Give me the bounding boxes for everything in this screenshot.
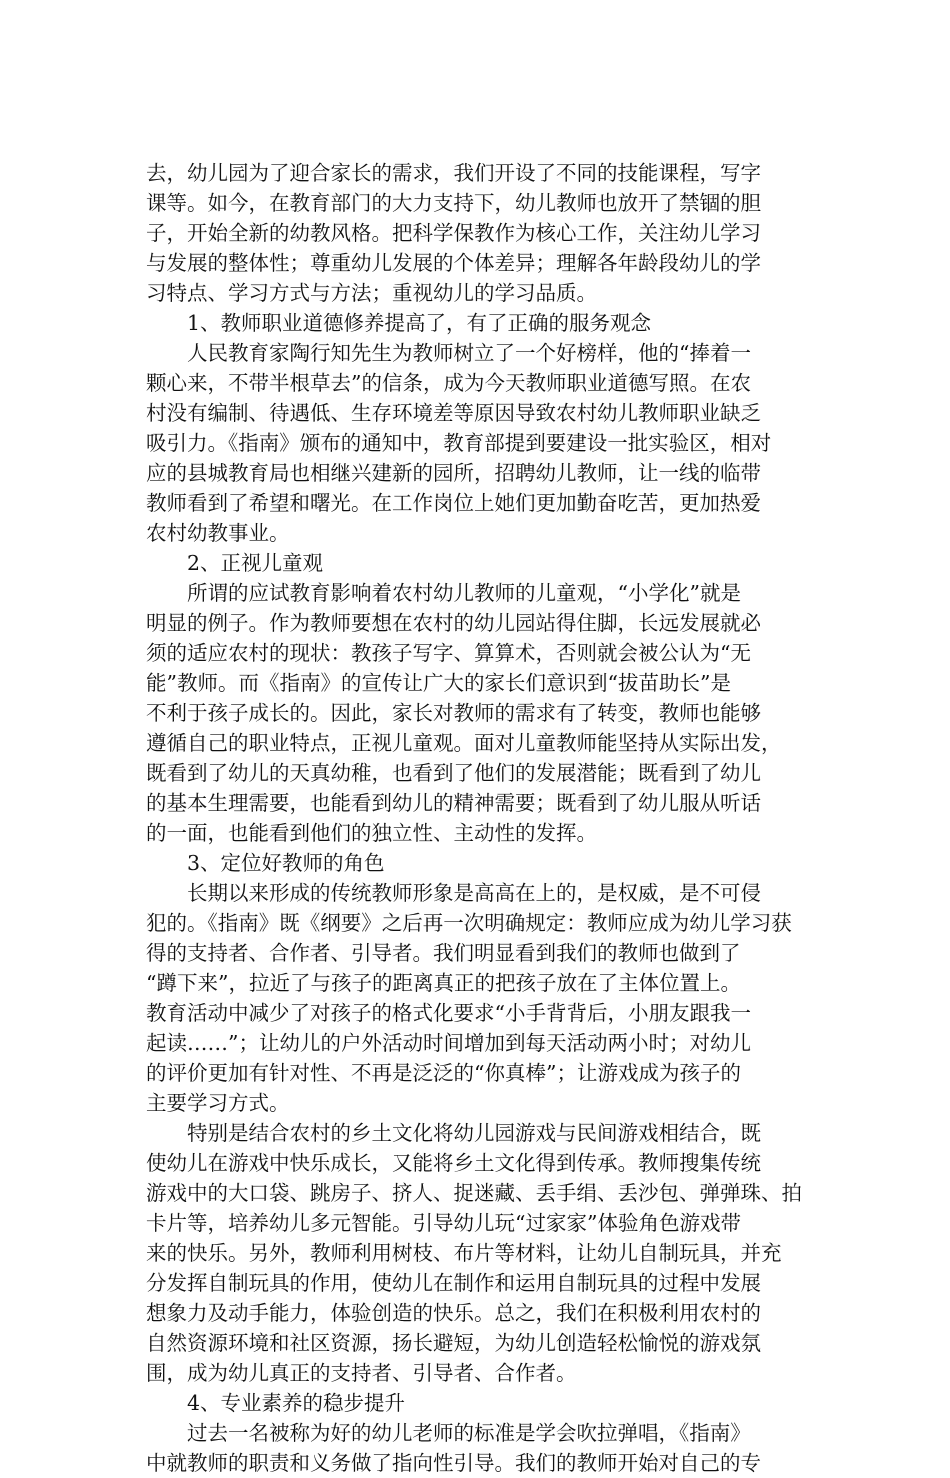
text-line: 不利于孩子成长的。因此，家长对教师的需求有了转变，教师也能够 [146, 701, 761, 725]
text-line: 围，成为幼儿真正的支持者、引导者、合作者。 [146, 1361, 577, 1385]
text-line: 主要学习方式。 [146, 1091, 290, 1115]
text-line: 中就教师的职责和义务做了指向性引导。我们的教师开始对自己的专 [146, 1451, 761, 1475]
paragraph-start-line: 2、正视儿童观 [187, 551, 324, 575]
document-body [146, 158, 806, 1478]
text-line: 与发展的整体性；尊重幼儿发展的个体差异；理解各年龄段幼儿的学 [146, 251, 761, 275]
text-line: 自然资源环境和社区资源，扬长避短，为幼儿创造轻松愉悦的游戏氛 [146, 1331, 761, 1355]
text-line: 分发挥自制玩具的作用，使幼儿在制作和运用自制玩具的过程中发展 [146, 1271, 761, 1295]
text-line: 去，幼儿园为了迎合家长的需求，我们开设了不同的技能课程，写字 [146, 161, 761, 185]
text-line: 习特点、学习方式与方法；重视幼儿的学习品质。 [146, 281, 597, 305]
text-line: 教育活动中减少了对孩子的格式化要求“小手背背后，小朋友跟我一 [146, 1001, 751, 1025]
paragraph-start-line: 长期以来形成的传统教师形象是高高在上的，是权威，是不可侵 [187, 881, 761, 905]
text-line: 村没有编制、待遇低、生存环境差等原因导致农村幼儿教师职业缺乏 [146, 401, 761, 425]
text-line: 得的支持者、合作者、引导者。我们明显看到我们的教师也做到了 [146, 941, 741, 965]
text-line: 课等。如今，在教育部门的大力支持下，幼儿教师也放开了禁锢的胆 [146, 191, 761, 215]
text-line: 的一面，也能看到他们的独立性、主动性的发挥。 [146, 821, 597, 845]
text-line: 明显的例子。作为教师要想在农村的幼儿园站得住脚，长远发展就必 [146, 611, 761, 635]
text-line: 应的县城教育局也相继兴建新的园所，招聘幼儿教师，让一线的临带 [146, 461, 761, 485]
text-line: 农村幼教事业。 [146, 521, 290, 545]
text-line: 的基本生理需要，也能看到幼儿的精神需要；既看到了幼儿服从听话 [146, 791, 761, 815]
text-line: “蹲下来”，拉近了与孩子的距离真正的把孩子放在了主体位置上。 [146, 971, 741, 995]
text-line: 想象力及动手能力，体验创造的快乐。总之，我们在积极利用农村的 [146, 1301, 761, 1325]
text-line: 使幼儿在游戏中快乐成长，又能将乡土文化得到传承。教师搜集传统 [146, 1151, 761, 1175]
text-line: 卡片等，培养幼儿多元智能。引导幼儿玩“过家家”体验角色游戏带 [146, 1211, 741, 1235]
paragraph-start-line: 所谓的应试教育影响着农村幼儿教师的儿童观，“小学化”就是 [187, 581, 741, 605]
paragraph-start-line: 特别是结合农村的乡土文化将幼儿园游戏与民间游戏相结合，既 [187, 1121, 761, 1145]
text-line: 子，开始全新的幼教风格。把科学保教作为核心工作，关注幼儿学习 [146, 221, 761, 245]
paragraph-start-line: 人民教育家陶行知先生为教师树立了一个好榜样，他的“捧着一 [187, 341, 751, 365]
text-line: 遵循自己的职业特点，正视儿童观。面对儿童教师能坚持从实际出发， [146, 731, 782, 755]
paragraph-start-line: 1、教师职业道德修养提高了，有了正确的服务观念 [187, 311, 652, 335]
paragraph-start-line: 4、专业素养的稳步提升 [187, 1391, 406, 1415]
text-line: 颗心来，不带半根草去”的信条，成为今天教师职业道德写照。在农 [146, 371, 751, 395]
text-line: 游戏中的大口袋、跳房子、挤人、捉迷藏、丢手绢、丢沙包、弹弹珠、拍 [146, 1181, 802, 1205]
paragraph-start-line: 3、定位好教师的角色 [187, 851, 385, 875]
text-line: 吸引力。《指南》颁布的通知中，教育部提到要建设一批实验区，相对 [146, 431, 772, 455]
text-line: 须的适应农村的现状：教孩子写字、算算术，否则就会被公认为“无 [146, 641, 751, 665]
text-line: 教师看到了希望和曙光。在工作岗位上她们更加勤奋吃苦，更加热爱 [146, 491, 761, 515]
text-line: 既看到了幼儿的天真幼稚，也看到了他们的发展潜能；既看到了幼儿 [146, 761, 761, 785]
text-line: 起读……”；让幼儿的户外活动时间增加到每天活动两小时；对幼儿 [146, 1031, 751, 1055]
text-line: 犯的。《指南》既《纲要》之后再一次明确规定：教师应成为幼儿学习获 [146, 911, 792, 935]
text-line: 来的快乐。另外，教师利用树枝、布片等材料，让幼儿自制玩具，并充 [146, 1241, 782, 1265]
text-line: 的评价更加有针对性、不再是泛泛的“你真棒”；让游戏成为孩子的 [146, 1061, 741, 1085]
text-line: 能”教师。而《指南》的宣传让广大的家长们意识到“拔苗助长”是 [146, 671, 731, 695]
paragraph-start-line: 过去一名被称为好的幼儿老师的标准是学会吹拉弹唱，《指南》 [187, 1421, 751, 1445]
